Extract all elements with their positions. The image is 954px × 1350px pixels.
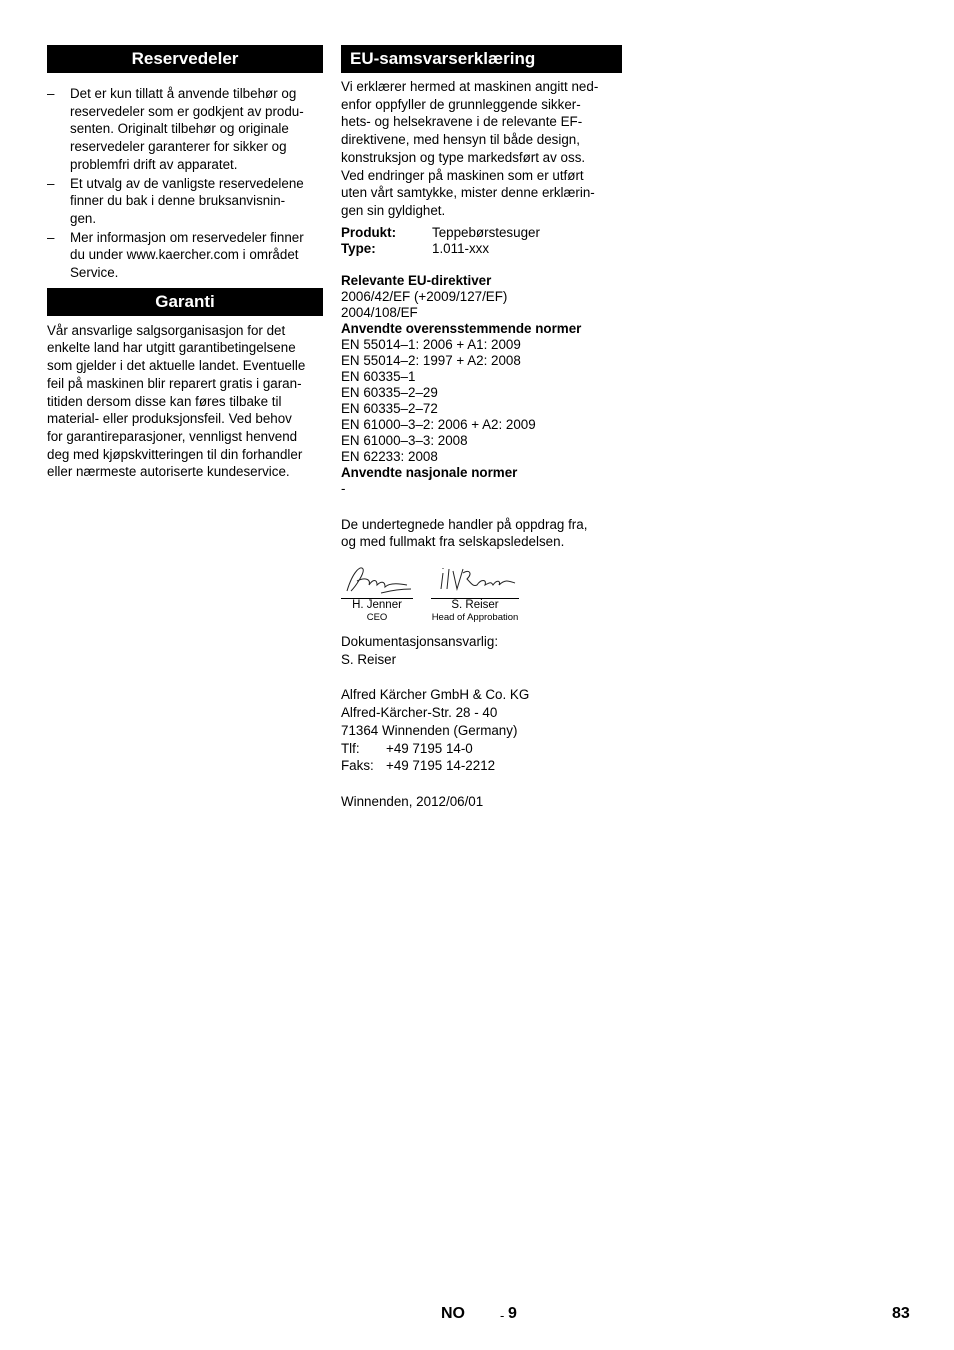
place-date: Winnenden, 2012/06/01 xyxy=(341,793,484,809)
product-info xyxy=(341,225,622,257)
right-column xyxy=(341,45,622,811)
garanti-line: enkelte land har utgitt garantibetingelsene xyxy=(47,340,296,356)
eu-intro-line: konstruksjon og type markedsført av oss. xyxy=(341,149,586,165)
eu-intro-line: direktivene, med hensyn til både design, xyxy=(341,132,580,148)
standard-line: EN 61000–3–2: 2006 + A2: 2009 xyxy=(341,416,536,432)
signer-name: H. Jenner xyxy=(341,598,413,612)
list-item-line: reservedeler som er godkjent av produ- xyxy=(70,103,304,119)
footer-dash: - xyxy=(500,1308,505,1323)
signer-role: Head of Approbation xyxy=(431,612,519,624)
signer-role: CEO xyxy=(366,612,388,624)
dash-bullet: – xyxy=(47,86,55,101)
dash-bullet: – xyxy=(47,175,55,191)
list-item-line: Et utvalg av de vanligste reservedelene xyxy=(70,175,304,191)
national-heading: Anvendte nasjonale normer xyxy=(341,464,518,480)
eu-intro-line: uten vårt samtykke, mister denne erklærin- xyxy=(341,185,595,201)
doc-responsible-label: Dokumentasjonsansvarlig: xyxy=(341,634,499,650)
directive-line: 2004/108/EF xyxy=(341,304,418,320)
standard-line: EN 62233: 2008 xyxy=(341,448,438,464)
garanti-line: Vår ansvarlige salgsorganisasjon for det xyxy=(47,322,286,338)
list-item-line: Mer informasjon om reservedeler finner xyxy=(70,229,304,245)
eu-intro-line: Vi erklærer hermed at maskinen angitt ned- xyxy=(341,79,599,94)
fax-label: Faks: xyxy=(341,758,374,774)
standards-heading: Anvendte overensstemmende normer xyxy=(341,320,582,336)
eu-intro-line: Ved endringer på maskinen som er utført xyxy=(341,167,584,183)
garanti-line: som gjelder i det aktuelle landet. Eventuelle xyxy=(47,358,306,374)
company-line: 71364 Winnenden (Germany) xyxy=(341,722,518,738)
signed-line: og med fullmakt fra selskapsledelsen. xyxy=(341,534,565,550)
garanti-line: eller nærmeste autoriserte kundeservice. xyxy=(47,464,290,480)
signature-reiser xyxy=(431,563,519,624)
signer-name: S. Reiser xyxy=(431,598,519,612)
footer-language: NO xyxy=(441,1305,465,1322)
garanti-line: material- eller produksjonsfeil. Ved behov xyxy=(47,411,292,427)
phone-value: +49 7195 14-0 xyxy=(386,740,473,756)
type-row xyxy=(341,241,622,257)
left-column xyxy=(47,45,323,481)
eu-intro-line: enfor oppfyller de grunnleggende sikker- xyxy=(341,96,581,112)
product-row xyxy=(341,225,622,241)
signed-statement xyxy=(341,516,622,551)
standard-line: EN 61000–3–3: 2008 xyxy=(341,432,468,448)
garanti-text xyxy=(47,322,323,481)
standard-line: EN 60335–1 xyxy=(341,368,416,384)
product-label: Produkt: xyxy=(341,224,397,240)
eu-intro-line: hets- og helsekravene i de relevante EF- xyxy=(341,114,583,130)
list-item-line: problemfri drift av apparatet. xyxy=(70,156,238,172)
list-item-line: Service. xyxy=(70,265,119,281)
list-item xyxy=(47,85,323,174)
list-item-line: finner du bak i denne bruksanvisnin- xyxy=(70,193,286,209)
garanti-line: titiden dersom disse kan føres tilbake til xyxy=(47,393,282,409)
doc-responsible xyxy=(341,633,622,668)
directives-block xyxy=(341,273,622,497)
reservedeler-list xyxy=(47,85,323,282)
standard-line: EN 60335–2–72 xyxy=(341,400,438,416)
eu-heading: EU-samsvarserklæring xyxy=(341,45,622,73)
garanti-line: deg med kjøpskvitteringen til din forhandler xyxy=(47,446,303,462)
signature-reiser-mark xyxy=(431,563,519,597)
eu-intro-line: gen sin gyldighet. xyxy=(341,202,446,218)
type-value: 1.011-xxx xyxy=(432,240,490,256)
signature-jenner-mark xyxy=(341,563,413,597)
garanti-line: for garantireparasjoner, vennligst henvend xyxy=(47,428,298,444)
list-item xyxy=(47,229,323,282)
standard-line: EN 55014–2: 1997 + A2: 2008 xyxy=(341,352,521,368)
company-line: Alfred-Kärcher-Str. 28 - 40 xyxy=(341,705,498,721)
list-item xyxy=(47,175,323,228)
signature-row xyxy=(341,563,622,625)
fax-row xyxy=(341,757,622,775)
phone-label: Tlf: xyxy=(341,740,360,756)
dash-bullet: – xyxy=(47,229,55,245)
list-item-line: Det er kun tillatt å anvende tilbehør og xyxy=(70,86,297,101)
standard-line: EN 55014–1: 2006 + A1: 2009 xyxy=(341,336,521,352)
doc-responsible-name: S. Reiser xyxy=(341,651,397,667)
directive-line: 2006/42/EF (+2009/127/EF) xyxy=(341,288,508,304)
phone-row xyxy=(341,740,622,758)
garanti-line: feil på maskinen blir reparert gratis i garan- xyxy=(47,375,302,391)
list-item-line: senten. Originalt tilbehør og originale xyxy=(70,121,289,137)
eu-intro xyxy=(341,78,622,220)
signed-line: De undertegnede handler på oppdrag fra, xyxy=(341,516,588,532)
reservedeler-heading: Reservedeler xyxy=(47,45,323,73)
type-label: Type: xyxy=(341,240,376,256)
list-item-line: du under www.kaercher.com i området xyxy=(70,247,299,263)
product-value: Teppebørstesuger xyxy=(432,224,540,240)
footer-section-page: 9 xyxy=(508,1305,517,1322)
fax-value: +49 7195 14-2212 xyxy=(386,758,496,774)
company-line: Alfred Kärcher GmbH & Co. KG xyxy=(341,687,530,703)
directives-heading: Relevante EU-direktiver xyxy=(341,272,492,288)
garanti-heading: Garanti xyxy=(47,288,323,316)
list-item-line: reservedeler garanterer for sikker og xyxy=(70,139,287,155)
standard-line: EN 60335–2–29 xyxy=(341,384,438,400)
national-value: - xyxy=(341,480,346,496)
page-number: 83 xyxy=(892,1305,910,1322)
signature-jenner xyxy=(341,563,413,624)
list-item-line: gen. xyxy=(70,210,97,226)
company-address xyxy=(341,686,622,775)
